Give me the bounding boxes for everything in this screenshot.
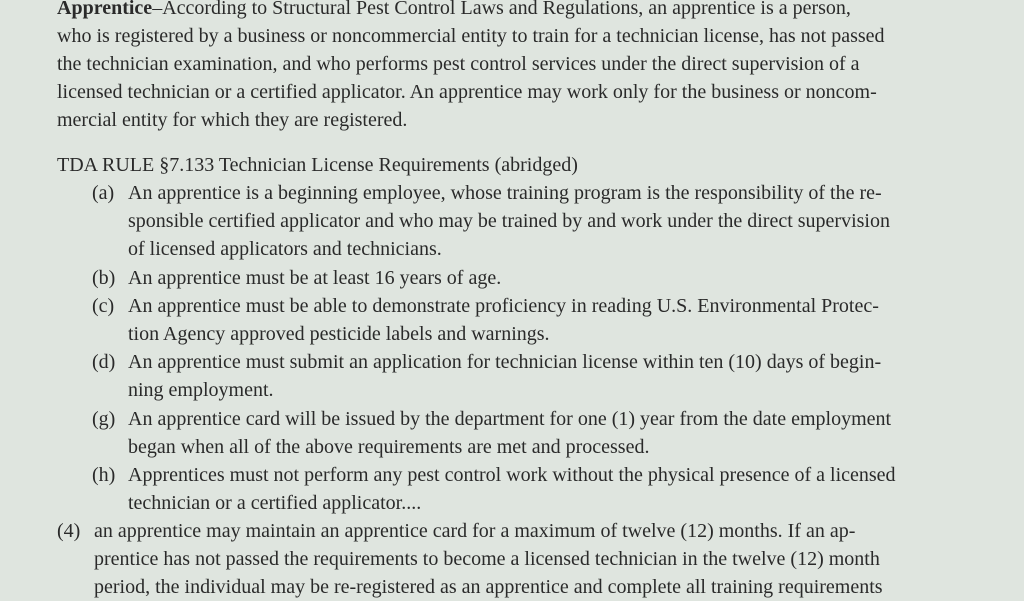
rule-item-c-line-1: An apprentice must be able to demonstrate proficiency in reading U.S. Environmental Protec- xyxy=(128,295,879,317)
definition-line-2: who is registered by a business or noncommercial entity to train for a technician license, has not passed xyxy=(57,25,885,47)
definition-line-3: the technician examination, and who performs pest control services under the direct supervision of a xyxy=(57,53,860,75)
rule-item-a-line-2: sponsible certified applicator and who may be trained by and work under the direct supervision xyxy=(128,210,890,232)
rule-item-marker-a: (a) xyxy=(92,182,115,204)
rule-item-marker-h: (h) xyxy=(92,464,116,486)
rule-item-h-line-1: Apprentices must not perform any pest control work without the physical presence of a licensed xyxy=(128,464,896,486)
definition-line-1 xyxy=(57,0,851,22)
rule-item-marker-b: (b) xyxy=(92,267,116,289)
rule-item-b-line-1: An apprentice must be at least 16 years of age. xyxy=(128,267,502,289)
item-4-line-1: an apprentice may maintain an apprentice card for a maximum of twelve (12) months. If an ap- xyxy=(94,520,856,542)
rule-item-a-line-3: of licensed applicators and technicians. xyxy=(128,238,442,260)
definition-line-5: mercial entity for which they are registered. xyxy=(57,109,408,131)
definition-line-4: licensed technician or a certified applicator. An apprentice may work only for the business or noncom- xyxy=(57,81,877,103)
definition-text: –According to Structural Pest Control Laws and Regulations, an apprentice is a person, xyxy=(152,0,851,19)
item-4-line-3: period, the individual may be re-registered as an apprentice and complete all training requirements xyxy=(94,576,883,598)
item-4-marker: (4) xyxy=(57,520,81,542)
rule-heading: TDA RULE §7.133 Technician License Requirements (abridged) xyxy=(57,154,578,176)
rule-item-d-line-2: ning employment. xyxy=(128,379,274,401)
rule-item-marker-g: (g) xyxy=(92,408,116,430)
rule-item-c-line-2: tion Agency approved pesticide labels and warnings. xyxy=(128,323,550,345)
rule-item-g-line-2: began when all of the above requirements are met and processed. xyxy=(128,436,650,458)
rule-item-marker-d: (d) xyxy=(92,351,116,373)
defined-term: Apprentice xyxy=(57,0,153,19)
rule-item-h-line-2: technician or a certified applicator.... xyxy=(128,492,422,514)
rule-item-marker-c: (c) xyxy=(92,295,115,317)
rule-item-a-line-1: An apprentice is a beginning employee, whose training program is the responsibility of the re- xyxy=(128,182,882,204)
item-4-line-2: prentice has not passed the requirements to become a licensed technician in the twelve (12) month xyxy=(94,548,880,570)
rule-item-d-line-1: An apprentice must submit an application for technician license within ten (10) days of begin- xyxy=(128,351,882,373)
rule-item-g-line-1: An apprentice card will be issued by the department for one (1) year from the date employment xyxy=(128,408,892,430)
